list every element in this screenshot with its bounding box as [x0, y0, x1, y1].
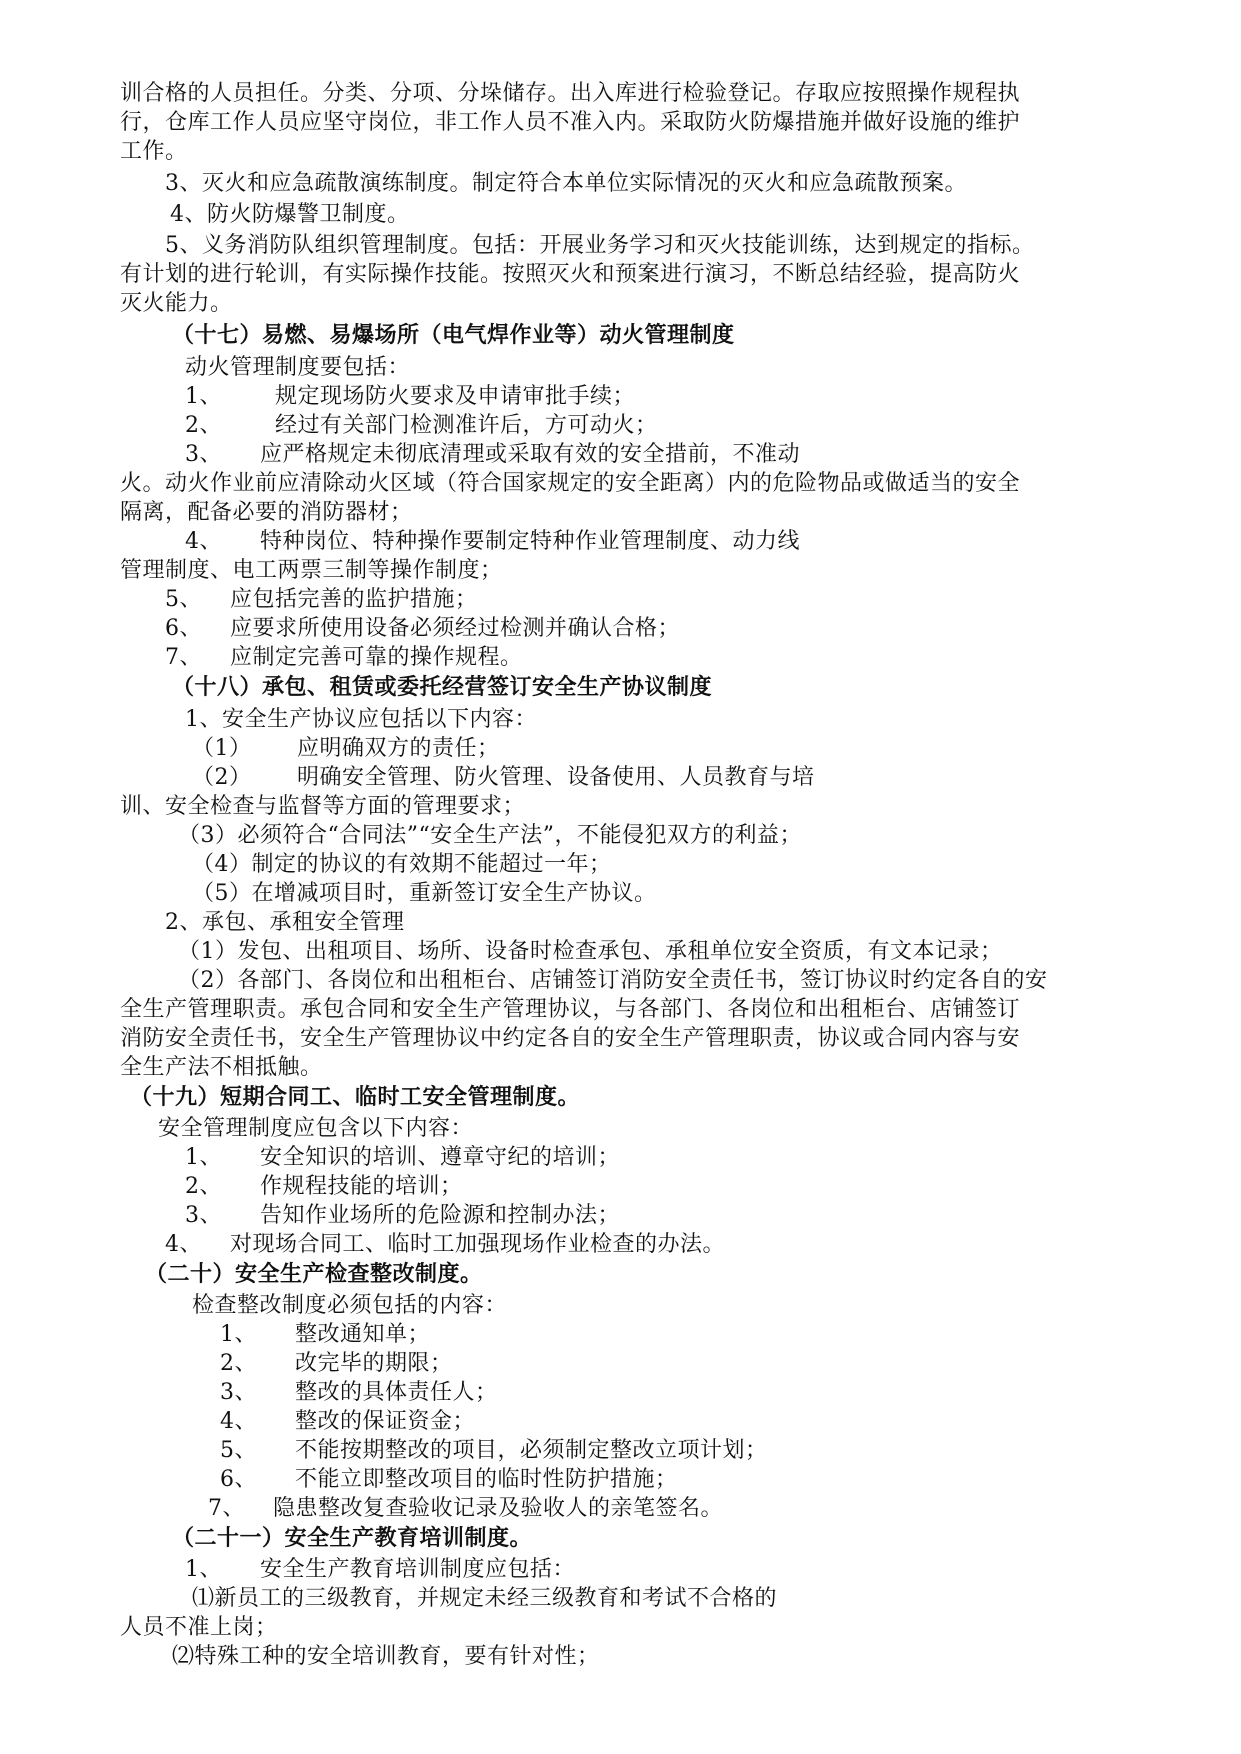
item-number: 4、 [220, 1409, 257, 1434]
list-item [185, 1556, 575, 1584]
body-text-line: 有计划的进行轮训，有实际操作技能。按照灭火和预案进行演习，不断总结经验，提高防火 [120, 262, 1021, 287]
body-text-line: 全生产管理职责。承包合同和安全生产管理协议，与各部门、各岗位和出租柜台、店铺签订 [120, 997, 1021, 1022]
item-number: 1、 [185, 1145, 222, 1170]
item-number: 1、 [185, 384, 222, 409]
section-heading: （十七）易燃、易爆场所（电气焊作业等）动火管理制度 [172, 323, 735, 348]
list-item [185, 412, 658, 440]
list-item [185, 1173, 463, 1201]
item-number: 7、 [165, 645, 202, 670]
item-text: 应要求所使用设备必须经过检测并确认合格； [230, 616, 681, 641]
body-text-line: 灭火能力。 [120, 291, 233, 316]
list-item [192, 735, 500, 763]
item-text: 经过有关部门检测准许后，方可动火； [275, 413, 658, 438]
body-text-line: 行，仓库工作人员应坚守岗位，非工作人员不准入内。采取防火防爆措施并做好设施的维护 [120, 110, 1021, 135]
list-item [220, 1408, 475, 1436]
body-text-line: 5、义务消防队组织管理制度。包括：开展业务学习和灭火技能训练，达到规定的指标。 [165, 233, 1035, 258]
list-item [165, 615, 680, 643]
item-number: 3、 [220, 1380, 257, 1405]
item-number: （1） [192, 736, 252, 761]
item-number: 2、 [220, 1351, 257, 1376]
item-text: 整改的具体责任人； [295, 1380, 498, 1405]
item-text: 对现场合同工、临时工加强现场作业检查的办法。 [230, 1232, 726, 1257]
item-number: 1、 [220, 1322, 257, 1347]
list-item [208, 1495, 723, 1523]
item-text: 隐患整改复查验收记录及验收人的亲笔签名。 [273, 1496, 724, 1521]
body-text-line: （3）必须符合“合同法”“安全生产法”，不能侵犯双方的利益； [178, 823, 802, 848]
list-item [220, 1350, 453, 1378]
item-number: 3、 [185, 442, 222, 467]
body-text-line: ⑵特殊工种的安全培训教育，要有针对性； [172, 1644, 600, 1669]
item-text: 明确安全管理、防火管理、设备使用、人员教育与培 [297, 765, 815, 790]
list-item [220, 1379, 498, 1407]
item-number: 2、 [185, 413, 222, 438]
body-text-line: 火。动火作业前应清除动火区域（符合国家规定的安全距离）内的危险物品或做适当的安全 [120, 471, 1021, 496]
body-text-line: 全生产法不相抵触。 [120, 1055, 323, 1080]
item-text: 整改的保证资金； [295, 1409, 476, 1434]
body-text-line: 2、承包、承租安全管理 [165, 910, 405, 935]
body-text-line: （1）发包、出租项目、场所、设备时检查承包、承租单位安全资质，有文本记录； [178, 939, 1003, 964]
body-text-line: 4、防火防爆警卫制度。 [170, 202, 410, 227]
list-item [165, 644, 523, 672]
body-text-line: ⑴新员工的三级教育，并规定未经三级教育和考试不合格的 [192, 1586, 778, 1611]
list-item [185, 1144, 620, 1172]
list-item [185, 528, 800, 556]
item-number: 2、 [185, 1174, 222, 1199]
body-text-line: 检查整改制度必须包括的内容： [192, 1293, 508, 1318]
section-heading: （十八）承包、租赁或委托经营签订安全生产协议制度 [172, 675, 713, 700]
item-text: 作规程技能的培训； [260, 1174, 463, 1199]
body-text-line: 消防安全责任书，安全生产管理协议中约定各自的安全生产管理职责，协议或合同内容与安 [120, 1026, 1021, 1051]
section-heading: （十九）短期合同工、临时工安全管理制度。 [130, 1085, 581, 1110]
body-text-line: 管理制度、电工两票三制等操作制度； [120, 558, 503, 583]
item-text: 安全知识的培训、遵章守纪的培训； [260, 1145, 621, 1170]
body-text-line: 工作。 [120, 139, 188, 164]
body-text-line: 动火管理制度要包括： [185, 355, 411, 380]
section-heading: （二十一）安全生产教育培训制度。 [172, 1526, 533, 1551]
item-number: 6、 [220, 1467, 257, 1492]
item-text: 不能按期整改的项目，必须制定整改立项计划； [295, 1438, 768, 1463]
item-text: 应明确双方的责任； [297, 736, 500, 761]
section-heading: （二十）安全生产检查整改制度。 [145, 1262, 483, 1287]
item-text: 应包括完善的监护措施； [230, 587, 478, 612]
list-item [185, 1202, 620, 1230]
item-text: 安全生产教育培训制度应包括： [260, 1557, 576, 1582]
item-text: 不能立即整改项目的临时性防护措施； [295, 1467, 678, 1492]
body-text-line: （4）制定的协议的有效期不能超过一年； [192, 852, 612, 877]
body-text-line: 隔离，配备必要的消防器材； [120, 500, 413, 525]
item-number: 5、 [220, 1438, 257, 1463]
item-number: 3、 [185, 1203, 222, 1228]
list-item [220, 1466, 678, 1494]
item-text: 应严格规定未彻底清理或采取有效的安全措前，不准动 [260, 442, 801, 467]
item-text: 应制定完善可靠的操作规程。 [230, 645, 523, 670]
item-text: 特种岗位、特种操作要制定特种作业管理制度、动力线 [260, 529, 801, 554]
item-text: 告知作业场所的危险源和控制办法； [260, 1203, 621, 1228]
list-item [220, 1321, 430, 1349]
body-text-line: （2）各部门、各岗位和出租柜台、店铺签订消防安全责任书，签订协议时约定各自的安 [178, 968, 1048, 993]
item-text: 改完毕的期限； [295, 1351, 453, 1376]
item-text: 整改通知单； [295, 1322, 431, 1347]
item-number: 5、 [165, 587, 202, 612]
list-item [185, 383, 635, 411]
body-text-line: 安全管理制度应包含以下内容： [158, 1116, 474, 1141]
item-text: 规定现场防火要求及申请审批手续； [275, 384, 636, 409]
list-item [220, 1437, 768, 1465]
list-item [165, 1231, 725, 1259]
item-number: 7、 [208, 1496, 245, 1521]
list-item [165, 586, 478, 614]
list-item [192, 764, 815, 792]
item-number: 6、 [165, 616, 202, 641]
body-text-line: 训、安全检查与监督等方面的管理要求； [120, 794, 526, 819]
item-number: 4、 [185, 529, 222, 554]
body-text-line: 训合格的人员担任。分类、分项、分垛储存。出入库进行检验登记。存取应按照操作规程执 [120, 81, 1021, 106]
list-item [185, 441, 800, 469]
body-text-line: （5）在增减项目时，重新签订安全生产协议。 [192, 881, 657, 906]
item-number: 4、 [165, 1232, 202, 1257]
body-text-line: 人员不准上岗； [120, 1615, 278, 1640]
item-number: （2） [192, 765, 252, 790]
body-text-line: 1、安全生产协议应包括以下内容： [185, 707, 537, 732]
body-text-line: 3、灭火和应急疏散演练制度。制定符合本单位实际情况的灭火和应急疏散预案。 [165, 171, 967, 196]
item-number: 1、 [185, 1557, 222, 1582]
